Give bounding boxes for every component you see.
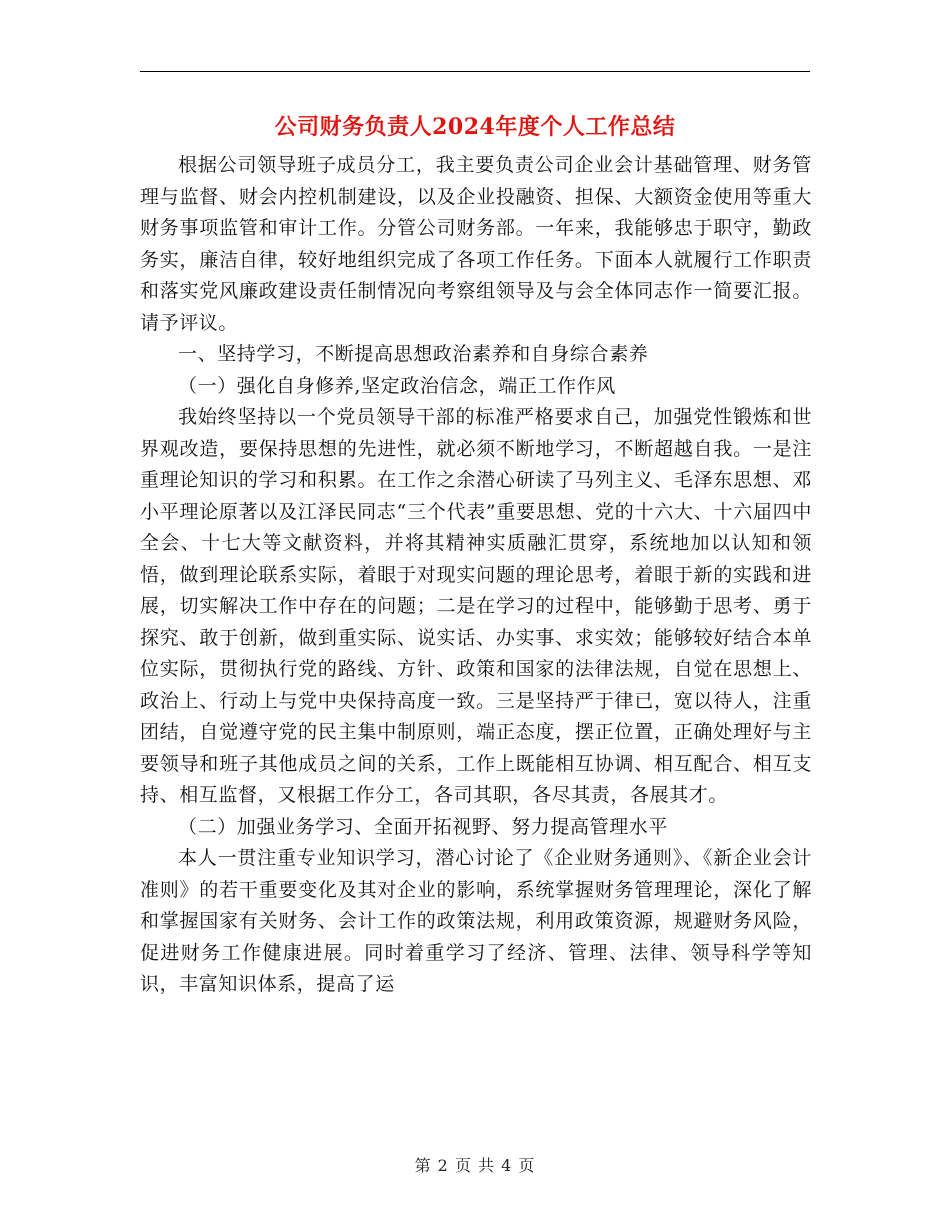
body-paragraph-1: 我始终坚持以一个党员领导干部的标准严格要求自己，加强党性锻炼和世界观改造，要保持思想的先进性，就必须不断地学习，不断超越自我。一是注重理论知识的学习和积累。在工作之余潜心研读了马列主义、毛泽东思想、邓小平理论原著以及江泽民同志“三个代表”重要思想、党的十六大、十六届四中全会、十七大等文献资料，并将其精神实质融汇贯穿，系统地加以认知和领悟，做到理论联系实际，着眼于对现实问题的理论思考，着眼于新的实践和进展，切实解决工作中存在的问题；二是在学习的过程中，能够勤于思考、勇于探究、敢于创新，做到重实际、说实话、办实事、求实效；能够较好结合本单位实际，贯彻执行党的路线、方针、政策和国家的法律法规，自觉在思想上、政治上、行动上与党中央保持高度一致。三是坚持严于律已，宽以待人，注重团结，自觉遵守党的民主集中制原则，端正态度，摆正位置，正确处理好与主要领导和班子其他成员之间的关系，工作上既能相互协调、相互配合、相互支持、相互监督，又根据工作分工，各司其职，各尽其责，各展其才。 xyxy=(140,406,812,806)
body-paragraph-2: 本人一贯注重专业知识学习，潜心讨论了《企业财务通则》、《新企业会计准则》的若干重要变化及其对企业的影响，系统掌握财务管理理论，深化了解和掌握国家有关财务、会计工作的政策法规，利用政策资源，规避财务风险，促进财务工作健康进展。同时着重学习了经济、管理、法律、领导科学等知识，丰富知识体系，提高了运 xyxy=(140,847,812,995)
intro-paragraph: 根据公司领导班子成员分工，我主要负责公司企业会计基础管理、财务管理与监督、财会内控机制建设，以及企业投融资、担保、大额资金使用等重大财务事项监管和审计工作。分管公司财务部。一年来，我能够忠于职守，勤政务实，廉洁自律，较好地组织完成了各项工作任务。下面本人就履行工作职责和落实党风廉政建设责任制情况向考察组领导及与会全体同志作一简要汇报。请予评议。 xyxy=(140,154,812,334)
subsection-heading-2: （二）加强业务学习、全面开拓视野、努力提高管理水平 xyxy=(178,815,669,838)
section-heading-1: 一、坚持学习，不断提高思想政治素养和自身综合素养 xyxy=(178,343,649,365)
subsection-heading-1: （一）强化自身修养,坚定政治信念，端正工作作风 xyxy=(178,374,616,397)
document-title: 公司财务负责人2024年度个人工作总结 xyxy=(274,114,676,140)
document-body xyxy=(140,150,812,1001)
header-rule xyxy=(140,71,810,72)
page-number: 第 2 页 共 4 页 xyxy=(414,1156,536,1175)
